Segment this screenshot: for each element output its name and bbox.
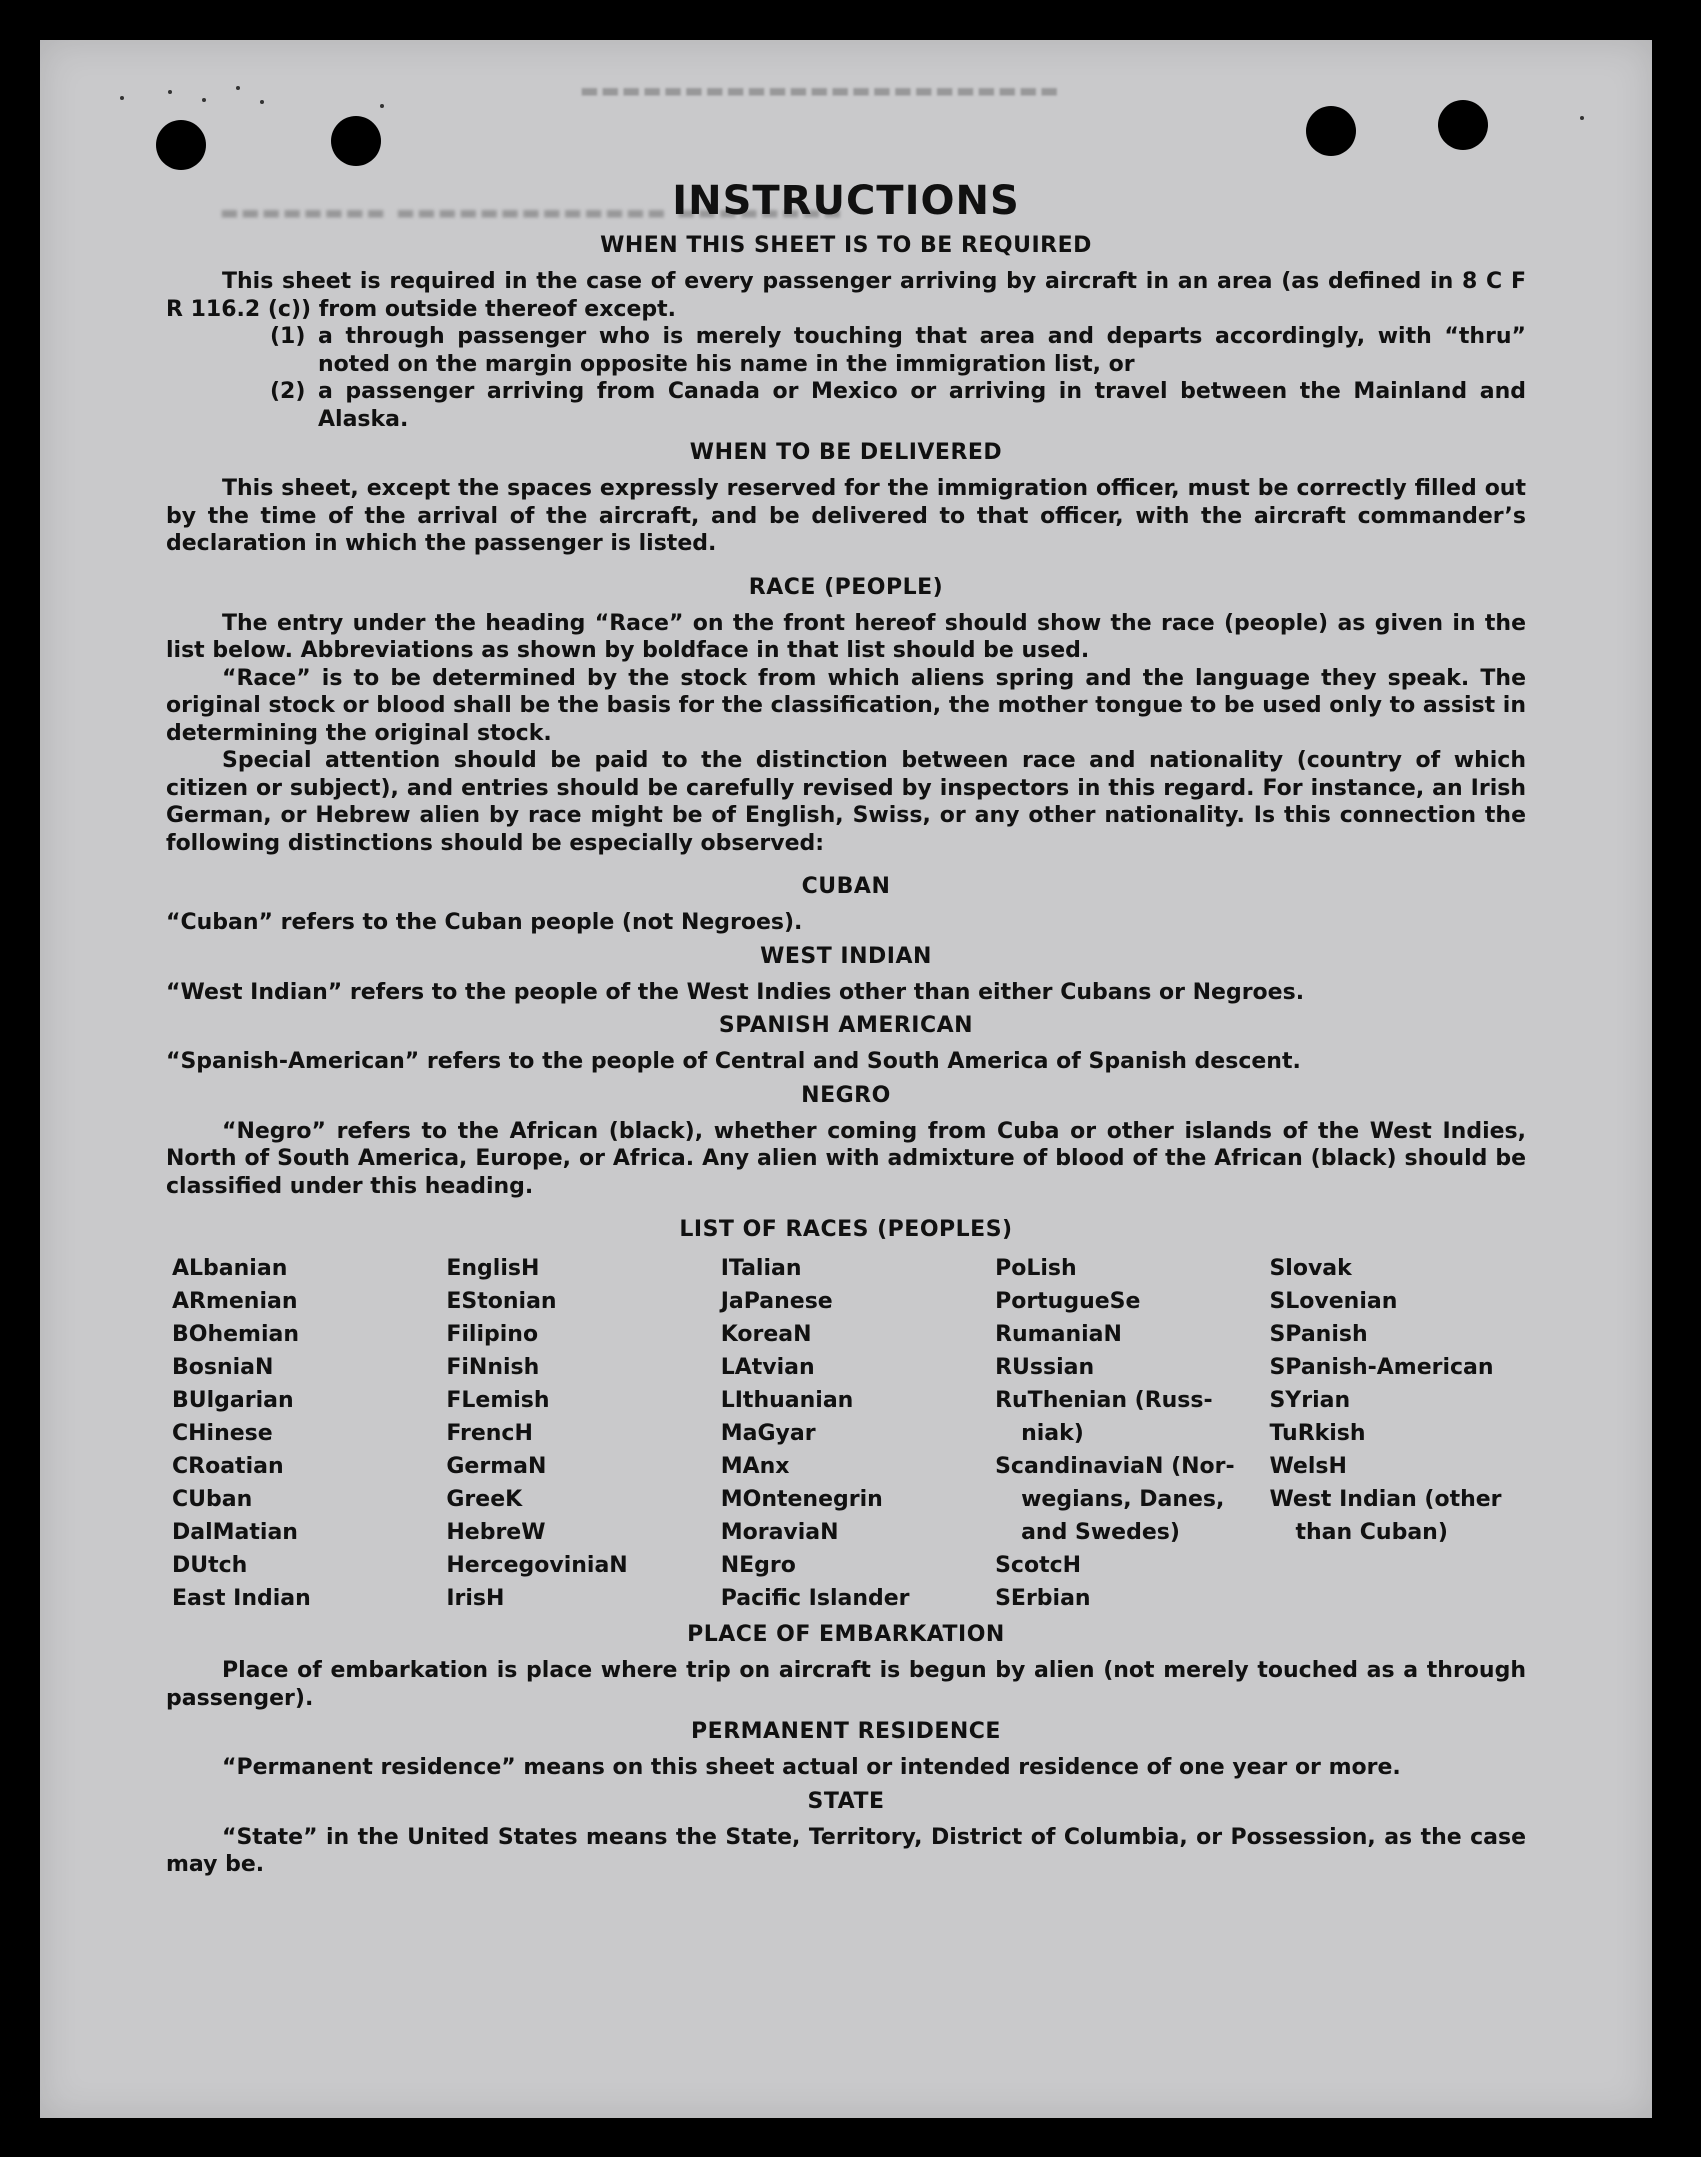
west-indian-text: “West Indian” refers to the people of the West Indies other than either Cubans or Negroes. (166, 979, 1305, 1005)
race-entry: DUtch (172, 1553, 248, 1578)
race-entry: ScotcH (995, 1553, 1082, 1578)
item-text: a passenger arriving from Canada or Mexico or arriving in travel between the Mainland and Alaska. (318, 379, 1526, 432)
speck (260, 100, 264, 104)
races-column-2 (446, 1252, 720, 1615)
section-heading-embarkation: PLACE OF EMBARKATION (687, 1622, 1005, 1647)
list-item (270, 323, 1526, 378)
race-entry: WelsH (1269, 1454, 1347, 1479)
races-column-5 (1269, 1252, 1526, 1615)
embarkation-text: Place of embarkation is place where trip on aircraft is begun by alien (not merely touched as a through passenger). (166, 1658, 1526, 1711)
race-entry: MAnx (720, 1454, 790, 1479)
race-entry: FLemish (446, 1388, 550, 1413)
item-text: a through passenger who is merely touching that area and departs accordingly, with “thru” noted on the margin opposite his name in the immigration list, or (318, 324, 1526, 377)
race-entry-continued: niak) (1021, 1421, 1084, 1446)
bleed-through-text: ▬▬▬▬▬▬▬▬▬▬▬▬▬▬▬▬▬▬▬▬▬▬▬ (580, 78, 1061, 100)
race-entry: MaGyar (720, 1421, 816, 1446)
document-sheet (40, 40, 1652, 2118)
race-entry: TuRkish (1269, 1421, 1366, 1446)
race-entry: FiNnish (446, 1355, 540, 1380)
speck (1580, 116, 1584, 120)
race-entry: Filipino (446, 1322, 539, 1347)
race-paragraph-2: “Race” is to be determined by the stock from which aliens spring and the language they speak. The original stock or blood shall be the basis for the classification, the mother tongue to be used only to assist in determining the original stock. (166, 665, 1526, 746)
instructions-content (166, 134, 1526, 1879)
race-entry: ScandinaviaN (Nor- (995, 1454, 1235, 1479)
race-entry: PortugueSe (995, 1289, 1141, 1314)
negro-text: “Negro” refers to the African (black), whether coming from Cuba or other islands of the West Indies, North of South America, Europe, or Africa. Any alien with admixture of blood of the African (black) should be classified under this heading. (166, 1118, 1526, 1199)
races-column-3 (721, 1252, 995, 1615)
section-heading-negro: NEGRO (801, 1082, 891, 1108)
race-entry: SYrian (1269, 1388, 1351, 1413)
race-entry-continued: than Cuban) (1295, 1520, 1448, 1545)
race-entry: CHinese (172, 1421, 273, 1446)
section-heading-required: WHEN THIS SHEET IS TO BE REQUIRED (600, 233, 1092, 258)
speck (168, 90, 172, 94)
race-entry: SPanish-American (1269, 1355, 1494, 1380)
race-entry: SLovenian (1269, 1289, 1398, 1314)
section-heading-cuban: CUBAN (801, 874, 891, 899)
race-entry: PoLish (995, 1256, 1077, 1281)
race-entry: SErbian (995, 1586, 1091, 1611)
race-entry: ITalian (720, 1256, 802, 1281)
speck (380, 104, 384, 108)
section-heading-state: STATE (807, 1788, 885, 1814)
speck (236, 86, 240, 90)
race-entry: HebreW (446, 1520, 546, 1545)
race-entry: CRoatian (172, 1454, 284, 1479)
race-entry: ARmenian (172, 1289, 298, 1314)
item-number: (2) (270, 379, 306, 404)
race-entry: MOntenegrin (720, 1487, 883, 1512)
race-entry: BOhemian (172, 1322, 300, 1347)
races-column-1 (172, 1252, 446, 1615)
race-entry: West Indian (other (1269, 1487, 1502, 1512)
race-entry: MoraviaN (720, 1520, 839, 1545)
race-entry: RumaniaN (995, 1322, 1122, 1347)
page-title: INSTRUCTIONS (672, 178, 1020, 224)
state-text: “State” in the United States means the State, Territory, District of Columbia, or Possession, as the case may be. (166, 1824, 1526, 1877)
race-entry: EnglisH (446, 1256, 540, 1281)
race-entry: CUban (172, 1487, 253, 1512)
race-entry: SPanish (1269, 1322, 1368, 1347)
races-column-4 (995, 1252, 1269, 1615)
race-entry: East Indian (172, 1586, 311, 1611)
race-entry: NEgro (720, 1553, 796, 1578)
speck (120, 96, 124, 100)
race-entry: DalMatian (172, 1520, 298, 1545)
race-entry: GermaN (446, 1454, 547, 1479)
cuban-text: “Cuban” refers to the Cuban people (not Negroes). (166, 910, 803, 935)
bleed-through-text: ▬▬▬▬▬▬▬▬ ▬▬▬▬▬▬▬▬▬▬▬▬▬ ▬▬▬▬▬▬▬▬ (220, 200, 844, 224)
section-heading-residence: PERMANENT RESIDENCE (691, 1719, 1001, 1744)
race-entry: BosniaN (172, 1355, 274, 1380)
list-item (270, 378, 1526, 433)
race-entry: RuThenian (Russ- (995, 1388, 1213, 1413)
race-entry: LAtvian (720, 1355, 815, 1380)
residence-text: “Permanent residence” means on this sheet actual or intended residence of one year or more. (222, 1755, 1401, 1780)
race-entry: EStonian (446, 1289, 557, 1314)
race-entry: IrisH (446, 1586, 505, 1611)
race-entry: RUssian (995, 1355, 1095, 1380)
races-table (172, 1252, 1526, 1615)
race-entry: Pacific Islander (720, 1586, 910, 1611)
race-entry: KoreaN (720, 1322, 812, 1347)
race-entry: JaPanese (720, 1289, 833, 1314)
race-entry-continued: and Swedes) (1021, 1520, 1180, 1545)
speck (202, 98, 206, 102)
item-number: (1) (270, 324, 306, 349)
section-heading-list-of-races: LIST OF RACES (PEOPLES) (679, 1217, 1013, 1242)
section-heading-delivered: WHEN TO BE DELIVERED (689, 440, 1003, 465)
required-intro: This sheet is required in the case of every passenger arriving by aircraft in an area (as defined in 8 C F R 116.2 (c)) from outside thereof except. (166, 269, 1526, 322)
section-heading-race: RACE (PEOPLE) (748, 574, 944, 600)
race-entry: BUlgarian (172, 1388, 294, 1413)
race-entry: Slovak (1269, 1256, 1352, 1281)
race-entry-continued: wegians, Danes, (1021, 1487, 1225, 1512)
race-entry: FrencH (446, 1421, 533, 1446)
race-paragraph-3: Special attention should be paid to the distinction between race and nationality (country of which citizen or subject), and entries should be carefully revised by inspectors in this regard. For instance, an Irish German, or Hebrew alien by race might be of English, Swiss, or any other nationality. Is this connection the following distinctions should be especially observed: (166, 748, 1526, 856)
race-entry: LIthuanian (720, 1388, 854, 1413)
exceptions-list (270, 323, 1526, 433)
race-paragraph-1: The entry under the heading “Race” on the front hereof should show the race (people) as given in the list below. Abbreviations as shown by boldface in that list should be used. (166, 610, 1526, 663)
spanish-american-text: “Spanish-American” refers to the people of Central and South America of Spanish descent. (166, 1049, 1301, 1074)
section-heading-spanish-american: SPANISH AMERICAN (718, 1013, 974, 1038)
race-entry: HercegoviniaN (446, 1553, 628, 1578)
section-heading-west-indian: WEST INDIAN (760, 943, 932, 969)
race-entry: GreeK (446, 1487, 523, 1512)
race-entry: ALbanian (172, 1256, 288, 1281)
delivered-text: This sheet, except the spaces expressly reserved for the immigration officer, must be correctly filled out by the time of the arrival of the aircraft, and be delivered to that officer, with the aircraft commander’s declaration in which the passenger is listed. (166, 476, 1526, 556)
